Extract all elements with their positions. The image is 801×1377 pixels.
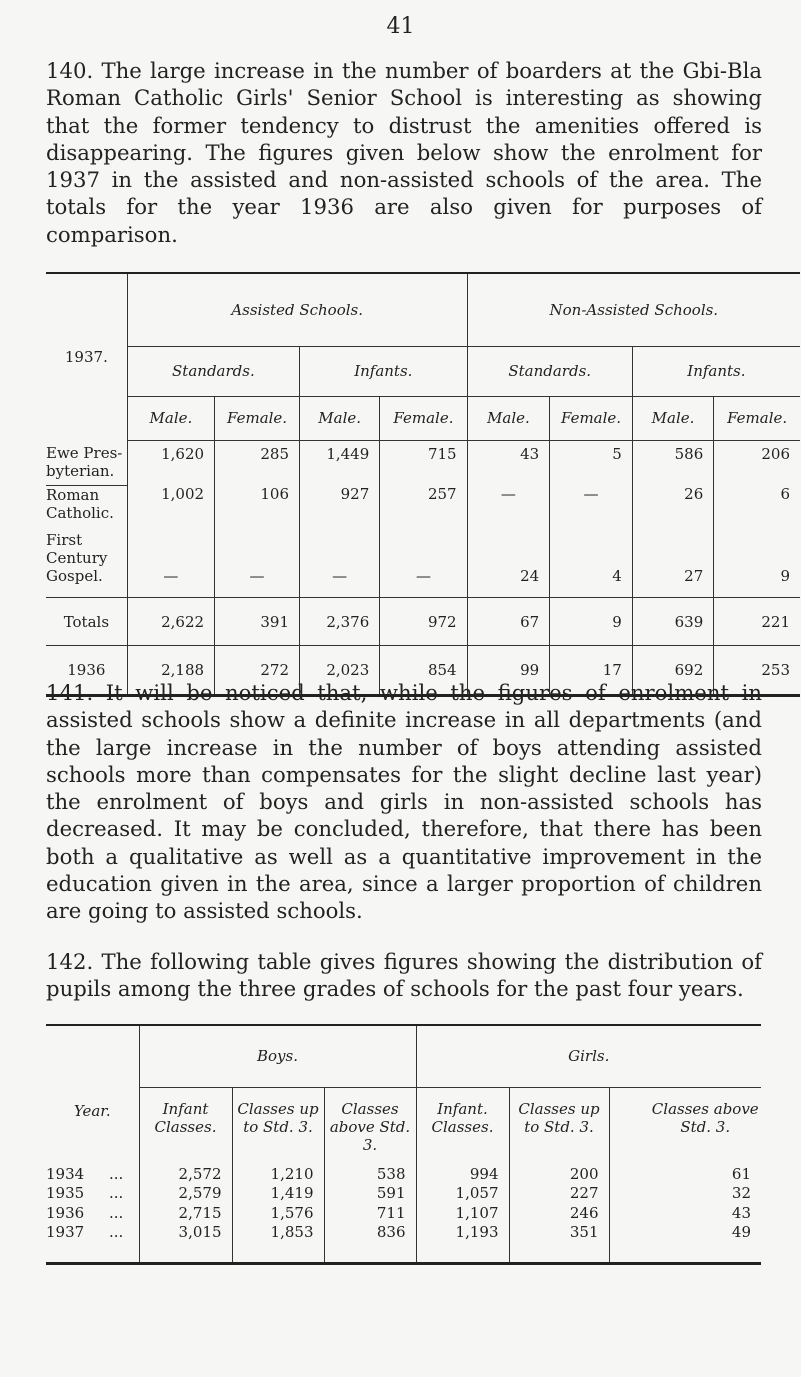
sex-header: Male. bbox=[467, 396, 550, 440]
table-cell: 257 bbox=[380, 485, 467, 531]
table-cell: 221 bbox=[714, 598, 800, 646]
paragraph-140: 140. The large increase in the number of boarders at the Gbi-Bla Roman Catholic Girls' Senior School is interesting as showing that the former tendency to distrust the amenities offered is disappearing. The figures given below show the enrolment for 1937 in the assisted and non-assisted schools of the area. The totals for the year 1936 are also given for purposes of comparison. bbox=[46, 58, 762, 247]
table-cell: 246 bbox=[509, 1203, 609, 1223]
sex-header: Female. bbox=[714, 396, 800, 440]
enrolment-table-1937 bbox=[46, 272, 800, 697]
prev-year-label: 1936 bbox=[46, 646, 127, 696]
table-cell: — bbox=[300, 531, 380, 598]
table-cell: 586 bbox=[632, 440, 713, 485]
table-cell: 2,579 bbox=[139, 1183, 232, 1203]
paragraph-141: 141. It will be noticed that, while the figures of enrolment in assisted schools show a definite increase in all departments (and the large increase in the number of boys attending assisted schools more than compensates for the slight decline last year) the enrolment of boys and girls in non-assisted schools has decreased. It may be concluded, therefore, that there has been both a qualitative as well as a quantitative improvement in the education given in the area, since a larger proportion of children are going to assisted schools. bbox=[46, 680, 762, 924]
year-cell: 1934 bbox=[46, 1165, 85, 1183]
table-cell: 49 bbox=[609, 1223, 761, 1263]
table-cell: 1,620 bbox=[127, 440, 214, 485]
table-cell: 3,015 bbox=[139, 1223, 232, 1263]
leader-dots: ... bbox=[108, 1223, 124, 1241]
table-cell: 272 bbox=[215, 646, 300, 696]
table-cell: 200 bbox=[509, 1155, 609, 1183]
paragraph-142: 142. The following table gives figures showing the distribution of pupils among the three grades of schools for the past four years. bbox=[46, 949, 762, 1002]
table-cell: 2,023 bbox=[300, 646, 380, 696]
table-cell: 1,107 bbox=[416, 1203, 509, 1223]
table-cell: — bbox=[215, 531, 300, 598]
column-header: Classes up to Std. 3. bbox=[232, 1087, 324, 1155]
subgroup-header: Standards. bbox=[127, 346, 299, 396]
table-cell: 43 bbox=[467, 440, 550, 485]
year-header: 1937. bbox=[46, 273, 127, 440]
table-cell: 6 bbox=[714, 485, 800, 531]
table-cell: 711 bbox=[324, 1203, 416, 1223]
table-cell: — bbox=[550, 485, 633, 531]
table-cell: 351 bbox=[509, 1223, 609, 1263]
table-row bbox=[46, 1203, 139, 1223]
table-cell: 253 bbox=[714, 646, 800, 696]
table-cell: 391 bbox=[215, 598, 300, 646]
table-cell: 1,057 bbox=[416, 1183, 509, 1203]
table-cell: 9 bbox=[550, 598, 633, 646]
leader-dots: ... bbox=[108, 1184, 124, 1202]
table-cell: 24 bbox=[467, 531, 550, 598]
table-cell: 836 bbox=[324, 1223, 416, 1263]
table-cell: 9 bbox=[714, 531, 800, 598]
year-header: Year. bbox=[46, 1025, 139, 1155]
leader-dots: ... bbox=[108, 1204, 124, 1222]
year-cell: 1937 bbox=[46, 1223, 85, 1241]
column-header: Classes up to Std. 3. bbox=[509, 1087, 609, 1155]
group-header-boys: Boys. bbox=[139, 1025, 416, 1087]
table-cell: 2,188 bbox=[127, 646, 214, 696]
sex-header: Female. bbox=[380, 396, 467, 440]
table-cell: 27 bbox=[632, 531, 713, 598]
table-cell: 285 bbox=[215, 440, 300, 485]
table-cell: 4 bbox=[550, 531, 633, 598]
table-cell: 5 bbox=[550, 440, 633, 485]
table-cell: 854 bbox=[380, 646, 467, 696]
column-header: Infant Classes. bbox=[139, 1087, 232, 1155]
table-cell: 2,572 bbox=[139, 1155, 232, 1183]
column-header: Classes above Std. 3. bbox=[324, 1087, 416, 1155]
table-cell: 1,419 bbox=[232, 1183, 324, 1203]
table-row bbox=[46, 1183, 139, 1203]
year-cell: 1935 bbox=[46, 1184, 85, 1202]
row-label: Ewe Pres-byterian. bbox=[46, 440, 127, 485]
table-cell: 538 bbox=[324, 1155, 416, 1183]
table-cell: 591 bbox=[324, 1183, 416, 1203]
table-cell: 1,449 bbox=[300, 440, 380, 485]
column-header: Infant. Classes. bbox=[416, 1087, 509, 1155]
table-cell: 26 bbox=[632, 485, 713, 531]
totals-label: Totals bbox=[46, 598, 127, 646]
row-label: Roman Catholic. bbox=[46, 485, 114, 522]
sex-header: Male. bbox=[300, 396, 380, 440]
table-cell: 1,576 bbox=[232, 1203, 324, 1223]
sex-header: Male. bbox=[632, 396, 713, 440]
table-cell: 67 bbox=[467, 598, 550, 646]
table-row bbox=[46, 1223, 139, 1263]
table-cell: 99 bbox=[467, 646, 550, 696]
table-cell: 32 bbox=[609, 1183, 761, 1203]
table-cell: 994 bbox=[416, 1155, 509, 1183]
table-cell: 2,622 bbox=[127, 598, 214, 646]
table-cell: 2,715 bbox=[139, 1203, 232, 1223]
table-cell: 639 bbox=[632, 598, 713, 646]
table-cell: 17 bbox=[550, 646, 633, 696]
table-cell: — bbox=[380, 531, 467, 598]
distribution-table bbox=[46, 1024, 761, 1265]
table-cell: 927 bbox=[300, 485, 380, 531]
table-cell: 106 bbox=[215, 485, 300, 531]
table-cell: — bbox=[127, 531, 214, 598]
sex-header: Male. bbox=[127, 396, 214, 440]
sex-header: Female. bbox=[215, 396, 300, 440]
table-cell: 1,193 bbox=[416, 1223, 509, 1263]
table-cell: — bbox=[467, 485, 550, 531]
year-cell: 1936 bbox=[46, 1204, 85, 1222]
page-number: 41 bbox=[386, 14, 415, 39]
table-cell: 43 bbox=[609, 1203, 761, 1223]
leader-dots: ... bbox=[108, 1165, 124, 1183]
subgroup-header: Infants. bbox=[632, 346, 800, 396]
group-header-assisted: Assisted Schools. bbox=[127, 273, 467, 346]
subgroup-header: Infants. bbox=[300, 346, 468, 396]
row-label: First Century Gospel. bbox=[46, 531, 108, 585]
table-cell: 692 bbox=[632, 646, 713, 696]
group-header-girls: Girls. bbox=[416, 1025, 761, 1087]
table-cell: 715 bbox=[380, 440, 467, 485]
table-cell: 206 bbox=[714, 440, 800, 485]
sex-header: Female. bbox=[550, 396, 633, 440]
table-cell: 1,853 bbox=[232, 1223, 324, 1263]
table-cell: 1,210 bbox=[232, 1155, 324, 1183]
table-cell: 61 bbox=[609, 1155, 761, 1183]
table-cell: 1,002 bbox=[127, 485, 214, 531]
group-header-non-assisted: Non-Assisted Schools. bbox=[467, 273, 800, 346]
table-cell: 227 bbox=[509, 1183, 609, 1203]
table-cell: 972 bbox=[380, 598, 467, 646]
table-row bbox=[46, 1155, 139, 1183]
subgroup-header: Standards. bbox=[467, 346, 632, 396]
column-header: Classes above Std. 3. bbox=[609, 1087, 761, 1155]
table-cell: 2,376 bbox=[300, 598, 380, 646]
